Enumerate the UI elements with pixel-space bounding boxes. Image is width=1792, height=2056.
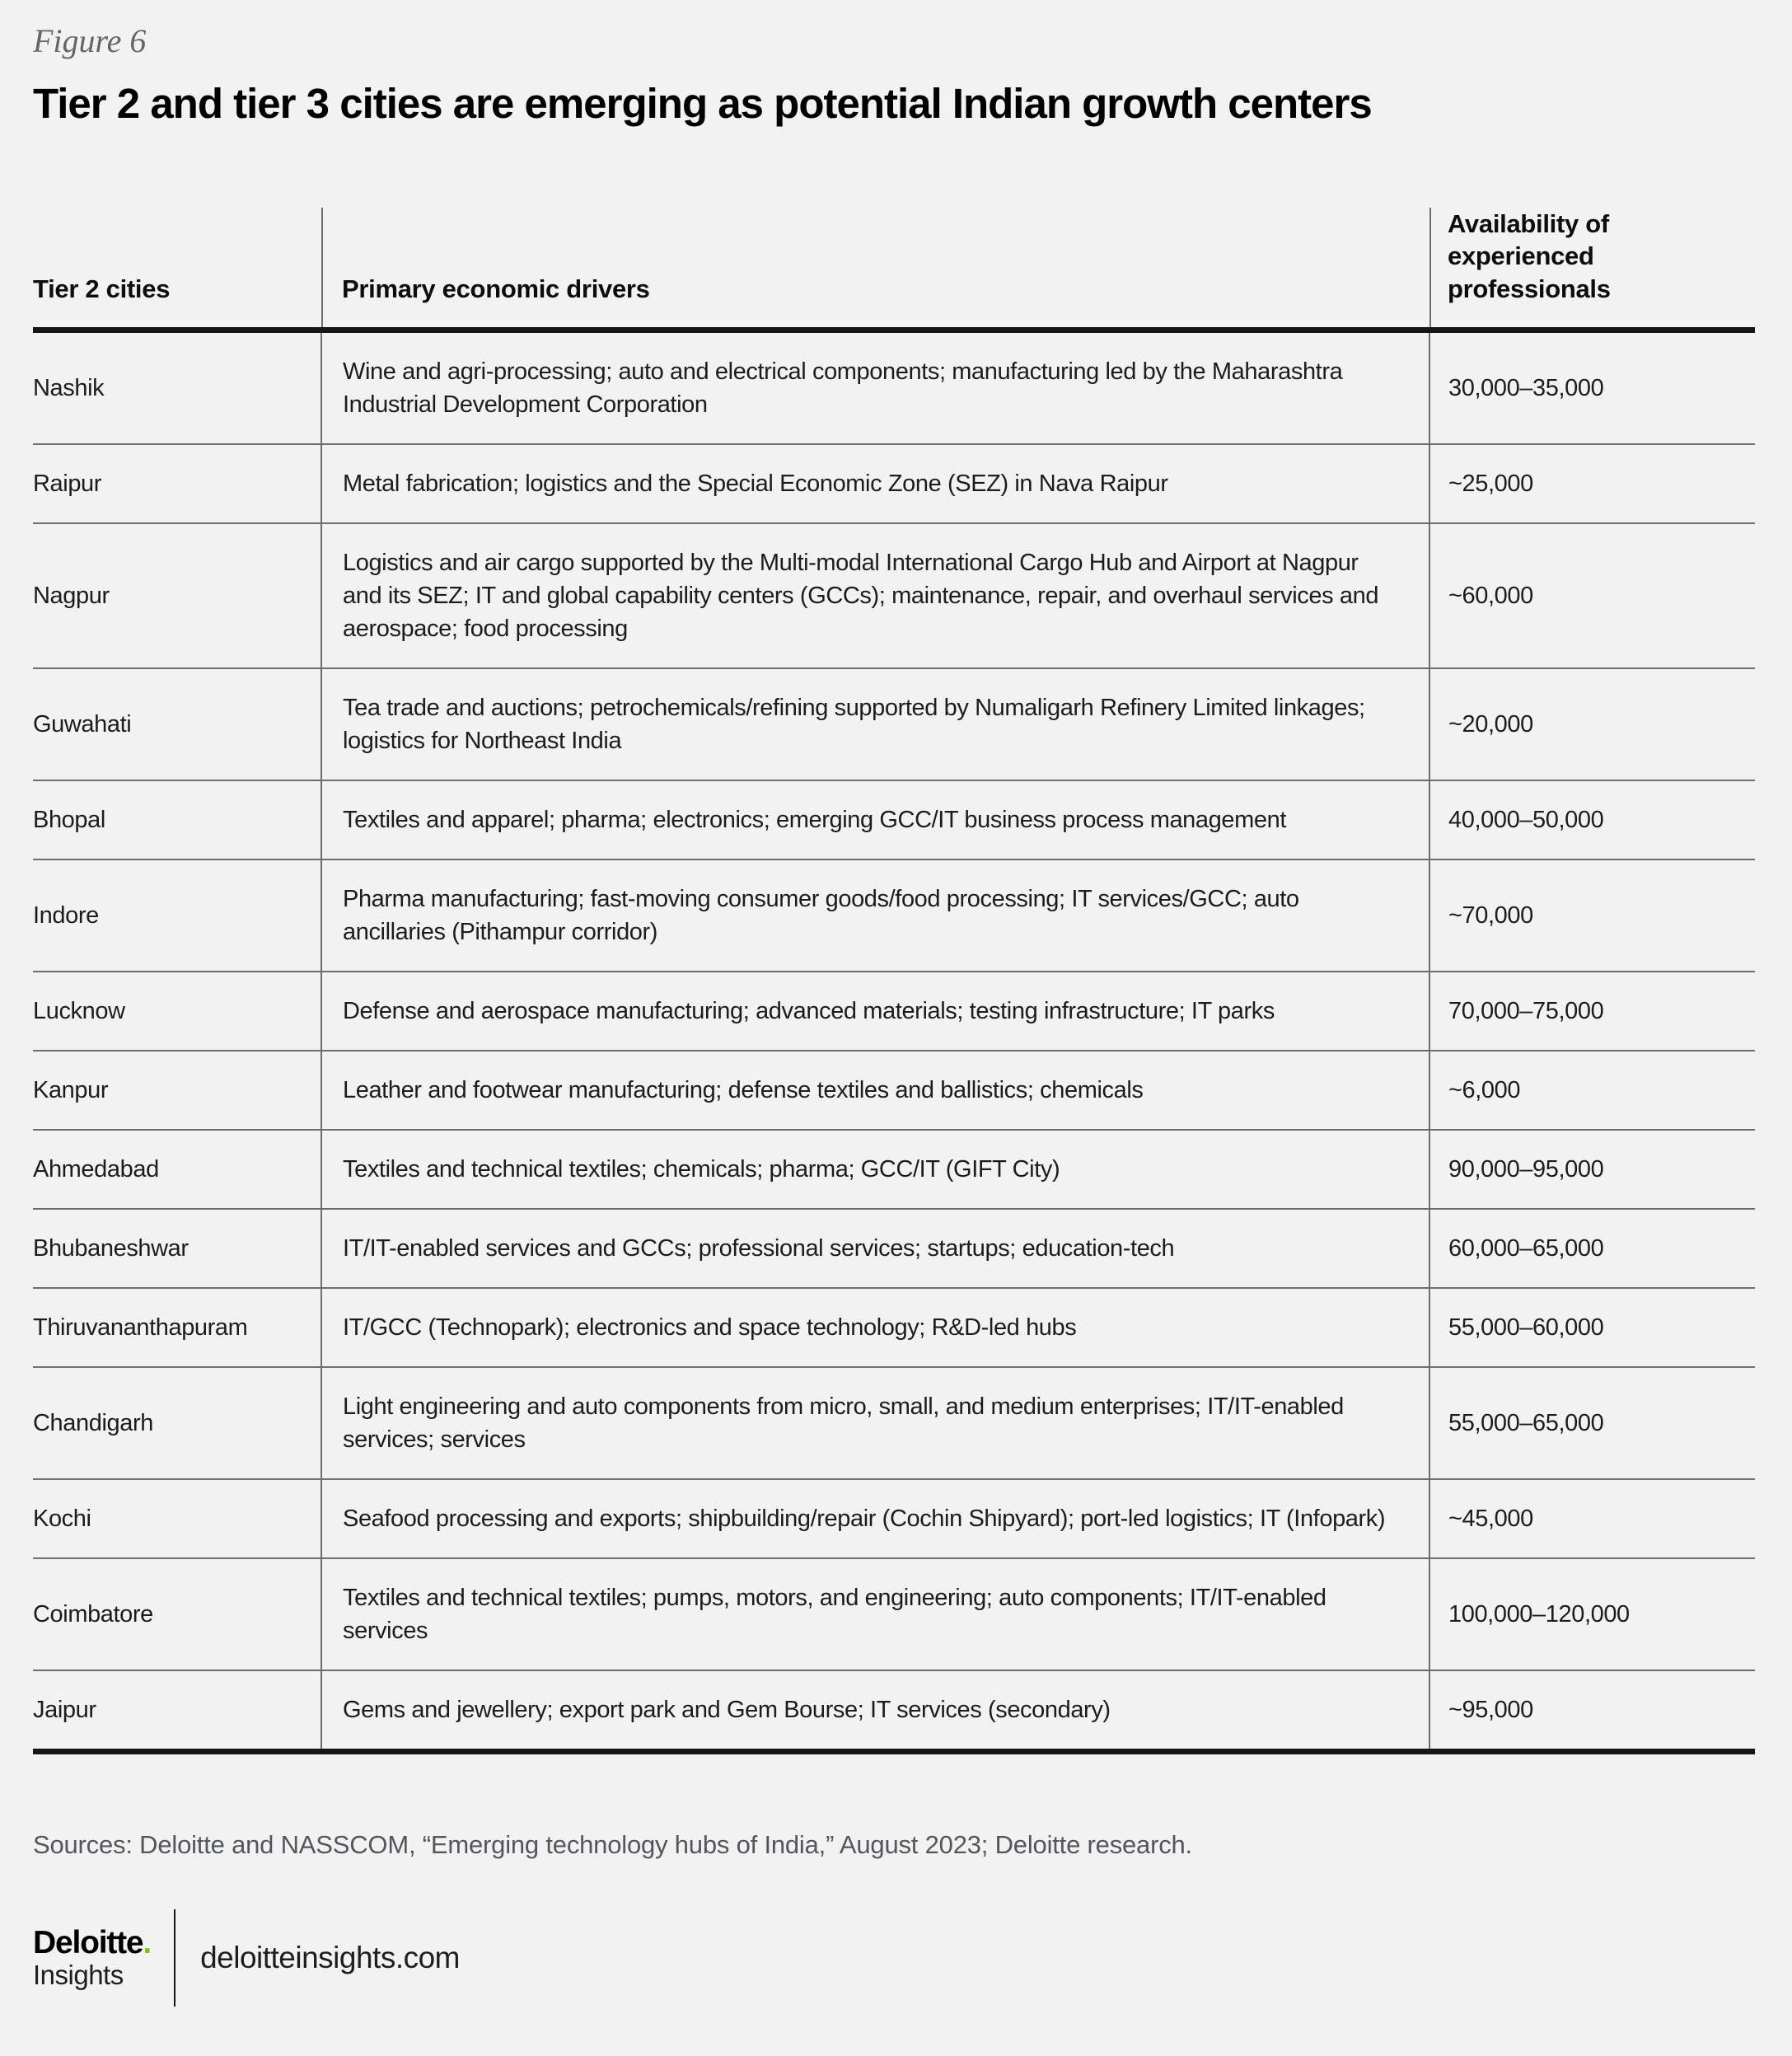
- table-row: [33, 1479, 1755, 1558]
- column-header-economic-drivers: Primary economic drivers: [342, 274, 650, 303]
- economic-drivers-text: Metal fabrication; logistics and the Special Economic Zone (SEZ) in Nava Raipur: [343, 470, 1168, 497]
- city-name: Lucknow: [33, 997, 125, 1024]
- availability-value: ~6,000: [1448, 1076, 1521, 1103]
- brand-wordmark: [33, 1927, 151, 1959]
- deloitte-insights-logo: [33, 1925, 152, 1991]
- source-note: Sources: Deloitte and NASSCOM, “Emerging technology hubs of India,” August 2023; Deloitte research.: [33, 1829, 1192, 1859]
- figure-label: Figure 6: [33, 22, 147, 59]
- economic-drivers-text: Textiles and technical textiles; pumps, motors, and engineering; auto components; IT/IT-enabled services: [343, 1584, 1326, 1644]
- column-divider: [321, 208, 323, 327]
- table-row: [33, 444, 1755, 523]
- economic-drivers-text: Tea trade and auctions; petrochemicals/refining supported by Numaligarh Refinery Limited linkages; logistics for Northeast India: [343, 694, 1365, 754]
- city-name: Kanpur: [33, 1076, 109, 1103]
- table-row: [33, 333, 1755, 444]
- economic-drivers-text: Wine and agri-processing; auto and electrical components; manufacturing led by the Maharashtra Industrial Development Corporation: [343, 358, 1343, 418]
- economic-drivers-text: Logistics and air cargo supported by the Multi-modal International Cargo Hub and Airport at Nagpur and its SEZ; IT and global capability centers (GCCs); maintenance, repair, and overhaul services and aerospace; food processing: [343, 549, 1379, 642]
- availability-value: ~95,000: [1448, 1696, 1533, 1723]
- brand-name: Deloitte: [33, 1925, 143, 1961]
- footer-site-url: deloitteinsights.com: [200, 1940, 461, 1974]
- economic-drivers-text: Gems and jewellery; export park and Gem Bourse; IT services (secondary): [343, 1696, 1111, 1723]
- table-row: [33, 668, 1755, 780]
- city-name: Nagpur: [33, 582, 110, 609]
- availability-value: 60,000–65,000: [1448, 1234, 1604, 1262]
- availability-value: ~45,000: [1448, 1505, 1533, 1532]
- column-divider: [1429, 208, 1431, 327]
- availability-value: 100,000–120,000: [1448, 1600, 1630, 1627]
- data-table: [33, 166, 1755, 1754]
- brand-subname: Insights: [33, 1960, 124, 1991]
- economic-drivers-text: Pharma manufacturing; fast-moving consumer goods/food processing; IT services/GCC; auto ancillaries (Pithampur corridor): [343, 885, 1299, 945]
- table-row: [33, 1130, 1755, 1209]
- city-name: Coimbatore: [33, 1600, 153, 1627]
- availability-value: ~20,000: [1448, 710, 1533, 738]
- column-header-tier2-cities: Tier 2 cities: [33, 274, 171, 303]
- column-header-availability: Availability of experienced professionals: [1448, 208, 1611, 303]
- economic-drivers-text: IT/IT-enabled services and GCCs; professional services; startups; education-tech: [343, 1234, 1175, 1262]
- economic-drivers-text: Defense and aerospace manufacturing; advanced materials; testing infrastructure; IT parks: [343, 997, 1275, 1024]
- brand-green-dot: .: [143, 1925, 152, 1961]
- city-name: Guwahati: [33, 710, 132, 738]
- economic-drivers-text: Textiles and technical textiles; chemicals; pharma; GCC/IT (GIFT City): [343, 1155, 1060, 1183]
- city-name: Kochi: [33, 1505, 91, 1532]
- city-name: Raipur: [33, 470, 102, 497]
- table-row: [33, 1288, 1755, 1367]
- city-name: Ahmedabad: [33, 1155, 159, 1183]
- availability-value: ~60,000: [1448, 582, 1533, 609]
- city-name: Jaipur: [33, 1696, 96, 1723]
- table-row: [33, 1367, 1755, 1479]
- table-header-row: [33, 166, 1755, 333]
- availability-value: 55,000–65,000: [1448, 1409, 1604, 1436]
- footer: [33, 1909, 1755, 2007]
- city-name: Chandigarh: [33, 1409, 153, 1436]
- economic-drivers-text: Light engineering and auto components from micro, small, and medium enterprises; IT/IT-enabled services; services: [343, 1393, 1344, 1453]
- figure-title: Tier 2 and tier 3 cities are emerging as potential Indian growth centers: [33, 80, 1372, 127]
- economic-drivers-text: Seafood processing and exports; shipbuilding/repair (Cochin Shipyard); port-led logistics; IT (Infopark): [343, 1505, 1386, 1532]
- table-row: [33, 1051, 1755, 1130]
- footer-divider: [174, 1909, 175, 2007]
- economic-drivers-text: IT/GCC (Technopark); electronics and space technology; R&D-led hubs: [343, 1314, 1077, 1341]
- city-name: Bhubaneshwar: [33, 1234, 189, 1262]
- city-name: Thiruvananthapuram: [33, 1314, 248, 1341]
- table-row: [33, 972, 1755, 1051]
- availability-value: ~25,000: [1448, 470, 1533, 497]
- availability-value: 40,000–50,000: [1448, 806, 1604, 833]
- economic-drivers-text: Textiles and apparel; pharma; electronics; emerging GCC/IT business process management: [343, 806, 1286, 833]
- table-row: [33, 1209, 1755, 1288]
- city-name: Bhopal: [33, 806, 105, 833]
- table-row: [33, 523, 1755, 668]
- availability-value: ~70,000: [1448, 902, 1533, 929]
- table-row: [33, 859, 1755, 972]
- table-row: [33, 1558, 1755, 1670]
- table-row: [33, 780, 1755, 859]
- table-body: [33, 333, 1755, 1754]
- city-name: Indore: [33, 902, 99, 929]
- availability-value: 30,000–35,000: [1448, 374, 1604, 401]
- availability-value: 90,000–95,000: [1448, 1155, 1604, 1183]
- table-row: [33, 1670, 1755, 1752]
- economic-drivers-text: Leather and footwear manufacturing; defense textiles and ballistics; chemicals: [343, 1076, 1144, 1103]
- availability-value: 70,000–75,000: [1448, 997, 1604, 1024]
- city-name: Nashik: [33, 374, 105, 401]
- availability-value: 55,000–60,000: [1448, 1314, 1604, 1341]
